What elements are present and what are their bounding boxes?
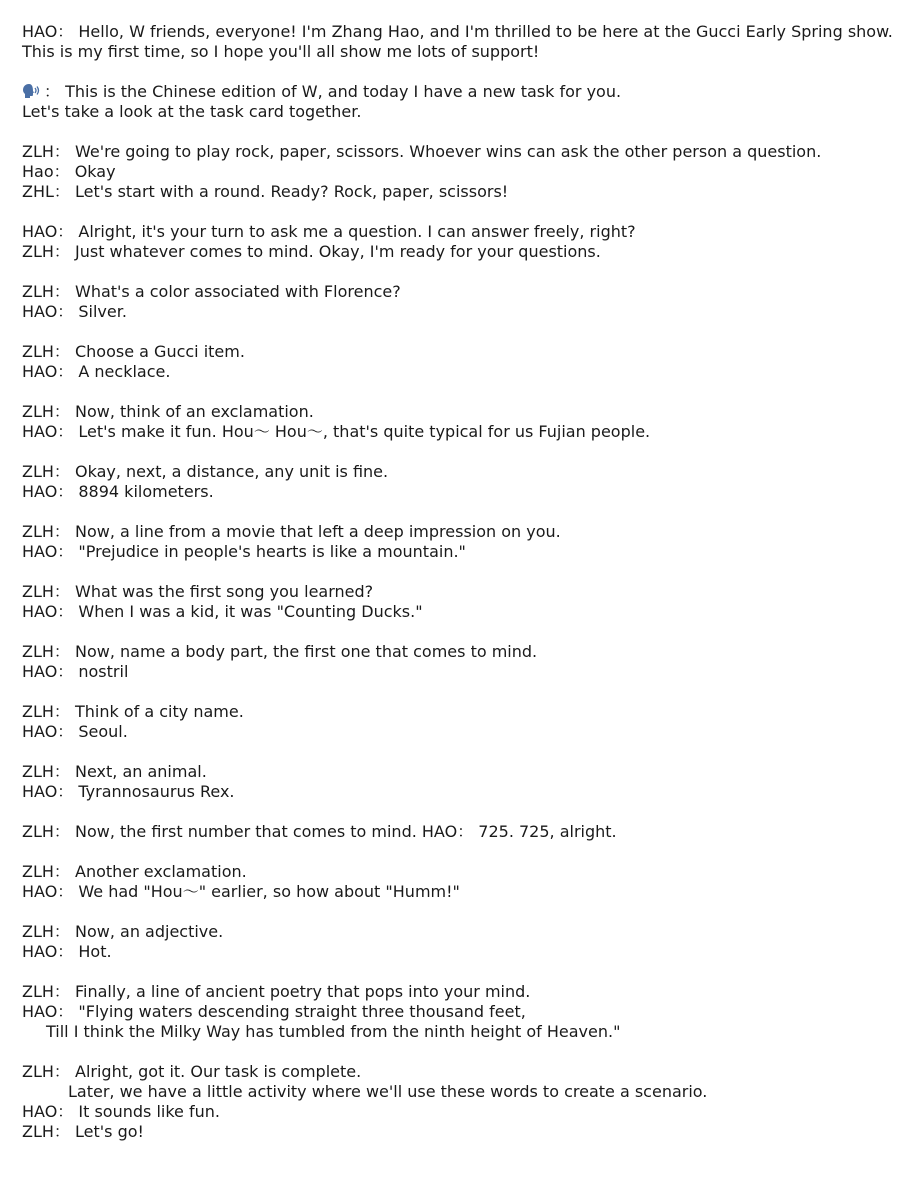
dialogue-block (22, 342, 881, 382)
dialogue-line: HAO： Seoul. (22, 722, 128, 741)
dialogue-block (22, 522, 881, 562)
dialogue-line: ZLH： Alright, got it. Our task is complete. (22, 1062, 362, 1081)
speaking-head-icon (22, 83, 40, 99)
dialogue-line: HAO： We had "Hou〜" earlier, so how about "Humm!" (22, 882, 460, 901)
dialogue-line: ZHL： Let's start with a round. Ready? Rock, paper, scissors! (22, 182, 509, 201)
dialogue-line: HAO： nostril (22, 662, 129, 681)
dialogue-block (22, 462, 881, 502)
dialogue-block (22, 982, 881, 1042)
dialogue-line: HAO： Let's make it fun. Hou〜 Hou〜, that's quite typical for us Fujian people. (22, 422, 651, 441)
dialogue-line: ZLH： Now, name a body part, the first one that comes to mind. (22, 642, 538, 661)
dialogue-block (22, 22, 893, 62)
dialogue-block (22, 1062, 881, 1142)
dialogue-block (22, 142, 881, 202)
dialogue-line-continued: Till I think the Milky Way has tumbled from the ninth height of Heaven." (46, 1022, 621, 1041)
dialogue-block (22, 822, 881, 842)
dialogue-block (22, 762, 881, 802)
dialogue-line: HAO： Hot. (22, 942, 112, 961)
dialogue-block (22, 702, 881, 742)
dialogue-block (22, 862, 881, 902)
dialogue-line: ZLH： Now, an adjective. (22, 922, 224, 941)
dialogue-line: ZLH： Just whatever comes to mind. Okay, I'm ready for your questions. (22, 242, 601, 261)
dialogue-line (22, 82, 881, 102)
dialogue-line: ZLH： Choose a Gucci item. (22, 342, 245, 361)
dialogue-line: HAO： It sounds like fun. (22, 1102, 220, 1121)
dialogue-line: HAO： Tyrannosaurus Rex. (22, 782, 235, 801)
dialogue-block (22, 222, 881, 262)
dialogue-line: HAO： A necklace. (22, 362, 171, 381)
dialogue-line: HAO： Silver. (22, 302, 127, 321)
dialogue-line: ZLH： Now, the first number that comes to mind. HAO： 725. 725, alright. (22, 822, 617, 841)
dialogue-text: ： This is the Chinese edition of W, and today I have a new task for you. (44, 82, 622, 101)
dialogue-block (22, 922, 881, 962)
dialogue-line: HAO： 8894 kilometers. (22, 482, 214, 501)
dialogue-block (22, 282, 881, 322)
dialogue-block (22, 582, 881, 622)
dialogue-line: ZLH： What was the first song you learned? (22, 582, 374, 601)
dialogue-line: ZLH： Think of a city name. (22, 702, 244, 721)
dialogue-block (22, 402, 881, 442)
dialogue-line: ZLH： Another exclamation. (22, 862, 247, 881)
dialogue-line: HAO： Alright, it's your turn to ask me a question. I can answer freely, right? (22, 222, 636, 241)
dialogue-line: HAO： "Flying waters descending straight three thousand feet, (22, 1002, 526, 1021)
dialogue-line: Hao： Okay (22, 162, 116, 181)
dialogue-line: ZLH： Finally, a line of ancient poetry that pops into your mind. (22, 982, 531, 1001)
dialogue-line: ZLH： Now, a line from a movie that left a deep impression on you. (22, 522, 561, 541)
dialogue-line: ZLH： Now, think of an exclamation. (22, 402, 314, 421)
dialogue-line: HAO： When I was a kid, it was "Counting Ducks." (22, 602, 423, 621)
dialogue-line: ZLH： Let's go! (22, 1122, 144, 1141)
dialogue-block (22, 642, 881, 682)
dialogue-line-continued: Later, we have a little activity where we'll use these words to create a scenario. (68, 1082, 708, 1101)
dialogue-line: ZLH： We're going to play rock, paper, scissors. Whoever wins can ask the other person a question. (22, 142, 822, 161)
dialogue-line: HAO： "Prejudice in people's hearts is like a mountain." (22, 542, 466, 561)
dialogue-line: Let's take a look at the task card together. (22, 102, 362, 121)
dialogue-line: ZLH： Next, an animal. (22, 762, 207, 781)
dialogue-line: ZLH： What's a color associated with Florence? (22, 282, 401, 301)
dialogue-block (22, 82, 881, 122)
dialogue-line: HAO： Hello, W friends, everyone! I'm Zhang Hao, and I'm thrilled to be here at the Gucci Early Spring show. (22, 22, 893, 41)
dialogue-line: ZLH： Okay, next, a distance, any unit is fine. (22, 462, 389, 481)
dialogue-line: This is my first time, so I hope you'll all show me lots of support! (22, 42, 540, 61)
